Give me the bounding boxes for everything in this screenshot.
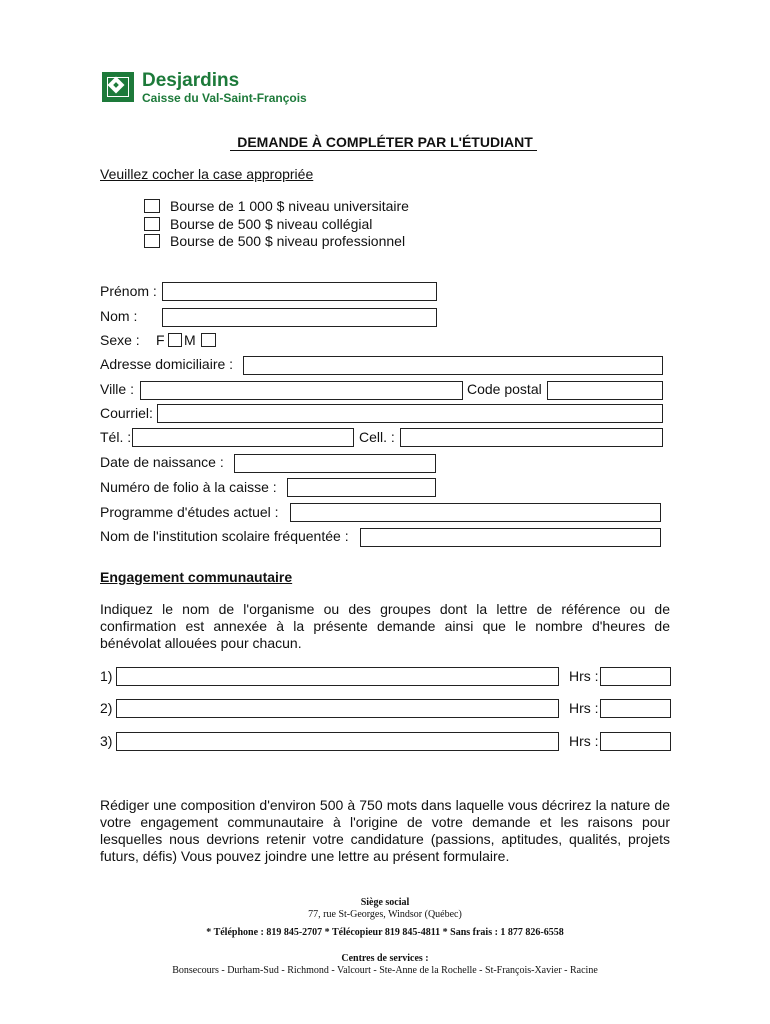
hrs-1-label: Hrs : bbox=[569, 668, 599, 684]
engagement-row-1-field[interactable] bbox=[116, 667, 559, 686]
sexe-label: Sexe : bbox=[100, 332, 140, 348]
title-underline bbox=[230, 150, 537, 151]
checkbox-bourse-professionnel[interactable] bbox=[144, 234, 160, 248]
footer-centres: Bonsecours - Durham-Sud - Richmond - Valcourt - Ste-Anne de la Rochelle - St-François-Xavier - Racine bbox=[172, 965, 598, 976]
courriel-field[interactable] bbox=[157, 404, 663, 423]
nom-field[interactable] bbox=[162, 308, 437, 327]
checkbox-bourse-universitaire[interactable] bbox=[144, 199, 160, 213]
footer-siege-title: Siège social bbox=[360, 897, 410, 908]
hrs-3-field[interactable] bbox=[600, 732, 671, 751]
engagement-row-2-field[interactable] bbox=[116, 699, 559, 718]
page-title: DEMANDE À COMPLÉTER PAR L'ÉTUDIANT bbox=[237, 134, 533, 150]
checkbox-sexe-m[interactable] bbox=[201, 333, 216, 347]
folio-label: Numéro de folio à la caisse : bbox=[100, 479, 277, 495]
bourse-collegial-label: Bourse de 500 $ niveau collégial bbox=[170, 216, 373, 232]
engagement-row-3-field[interactable] bbox=[116, 732, 559, 751]
hrs-3-label: Hrs : bbox=[569, 733, 599, 749]
naissance-label: Date de naissance : bbox=[100, 454, 224, 470]
programme-label: Programme d'études actuel : bbox=[100, 504, 279, 520]
footer-address: 77, rue St-Georges, Windsor (Québec) bbox=[308, 909, 462, 920]
desjardins-logo-icon bbox=[102, 72, 134, 102]
prenom-field[interactable] bbox=[162, 282, 437, 301]
footer-phones: * Téléphone : 819 845-2707 * Télécopieur 819 845-4811 * Sans frais : 1 877 826-6558 bbox=[206, 927, 564, 938]
checkbox-sexe-f[interactable] bbox=[168, 333, 182, 347]
bourse-universitaire-label: Bourse de 1 000 $ niveau universitaire bbox=[170, 198, 409, 214]
brand-name: Desjardins bbox=[142, 70, 240, 91]
adresse-label: Adresse domiciliaire : bbox=[100, 356, 234, 372]
tel-label: Tél. : bbox=[100, 429, 132, 445]
sexe-m-label: M bbox=[184, 332, 196, 348]
engagement-row-1-label: 1) bbox=[100, 668, 113, 684]
code-postal-label: Code postal bbox=[467, 381, 542, 397]
cell-label: Cell. : bbox=[359, 429, 395, 445]
hrs-1-field[interactable] bbox=[600, 667, 671, 686]
footer-centres-title: Centres de services : bbox=[341, 953, 429, 964]
branch-name: Caisse du Val-Saint-François bbox=[142, 91, 307, 105]
engagement-heading: Engagement communautaire bbox=[100, 569, 293, 585]
engagement-row-2-label: 2) bbox=[100, 700, 113, 716]
folio-field[interactable] bbox=[287, 478, 436, 497]
engagement-text: Indiquez le nom de l'organisme ou des groupes dont la lettre de référence ou de confirmation est annexée à la présente demande ainsi que le nombre d'heures de bénévolat allouées pour chacun. bbox=[100, 601, 670, 651]
ville-field[interactable] bbox=[140, 381, 463, 400]
engagement-row-3-label: 3) bbox=[100, 733, 113, 749]
adresse-field[interactable] bbox=[243, 356, 663, 375]
code-postal-field[interactable] bbox=[547, 381, 663, 400]
bourse-professionnel-label: Bourse de 500 $ niveau professionnel bbox=[170, 233, 406, 249]
composition-text: Rédiger une composition d'environ 500 à 750 mots dans laquelle vous décrirez la nature de votre engagement communautaire à l'origine de votre demande et les raisons pour lesquelles nous devrions retenir votre candidature (passions, aptitudes, qualités, projets futurs, défis) Vous pouvez joindre une lettre au présent formulaire. bbox=[100, 797, 670, 864]
instruction-text: Veuillez cocher la case appropriée bbox=[100, 166, 314, 182]
hrs-2-field[interactable] bbox=[600, 699, 671, 718]
sexe-f-label: F bbox=[156, 332, 165, 348]
hrs-2-label: Hrs : bbox=[569, 700, 599, 716]
naissance-field[interactable] bbox=[234, 454, 436, 473]
nom-label: Nom : bbox=[100, 308, 138, 324]
ville-label: Ville : bbox=[100, 381, 134, 397]
institution-field[interactable] bbox=[360, 528, 661, 547]
programme-field[interactable] bbox=[290, 503, 661, 522]
cell-field[interactable] bbox=[400, 428, 663, 447]
prenom-label: Prénom : bbox=[100, 283, 157, 299]
checkbox-bourse-collegial[interactable] bbox=[144, 217, 160, 231]
courriel-label: Courriel: bbox=[100, 405, 153, 421]
tel-field[interactable] bbox=[132, 428, 354, 447]
institution-label: Nom de l'institution scolaire fréquentée : bbox=[100, 528, 349, 544]
